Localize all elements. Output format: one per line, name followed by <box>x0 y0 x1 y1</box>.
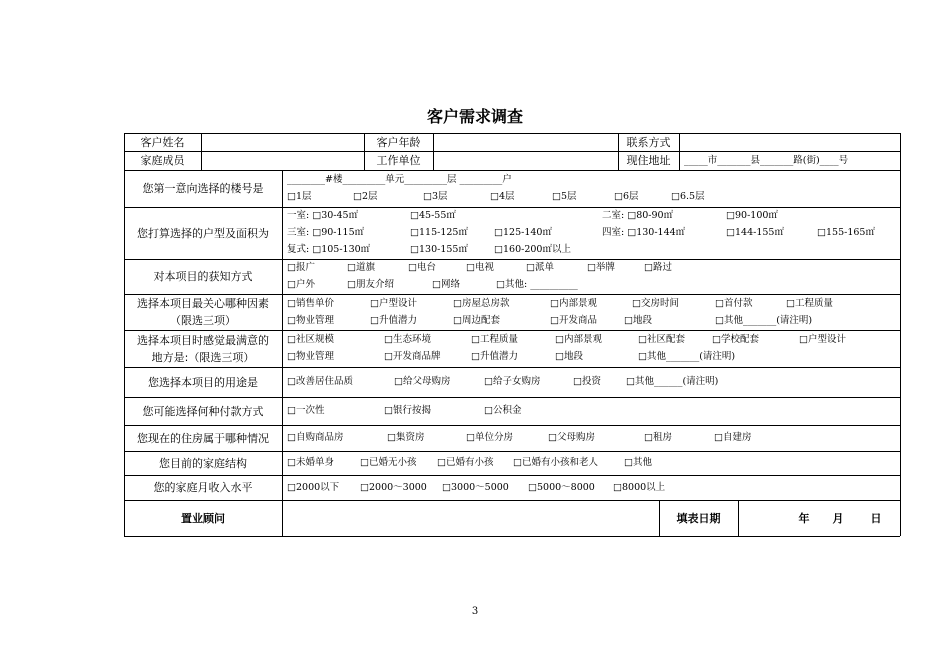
consultant-field[interactable] <box>283 501 658 536</box>
concern-option[interactable]: □销售单价 <box>287 298 334 309</box>
source-option[interactable]: □网络 <box>432 279 460 290</box>
housing-option[interactable]: □自购商品房 <box>287 432 344 443</box>
date-day[interactable]: 日 <box>870 511 882 525</box>
unit-option[interactable]: 四室: □130-144㎡ <box>602 227 686 238</box>
work-unit-field[interactable] <box>434 152 617 170</box>
unit-option[interactable]: □130-155㎡ <box>410 244 468 255</box>
purpose-question: 您选择本项目的用途是 <box>148 375 258 389</box>
payment-option[interactable]: □公积金 <box>484 405 522 416</box>
concern-option[interactable]: □户型设计 <box>370 298 417 309</box>
source-option[interactable]: □举牌 <box>587 262 615 273</box>
source-option[interactable]: □路过 <box>644 262 672 273</box>
satisfied-option[interactable]: □学校配套 <box>712 334 759 345</box>
housing-option[interactable]: □集资房 <box>387 432 425 443</box>
family-members-field[interactable] <box>202 152 363 170</box>
unit-option[interactable]: □125-140㎡ <box>494 227 552 238</box>
floor-number-line[interactable]: ________#楼_________单元_________层 _________户 <box>287 174 512 185</box>
contact-label: 联系方式 <box>626 135 671 149</box>
unit-option[interactable]: 复式: □105-130㎡ <box>287 244 371 255</box>
contact-field[interactable] <box>680 134 899 151</box>
concern-option[interactable]: □内部景观 <box>550 298 597 309</box>
family-option[interactable]: □已婚有小孩 <box>437 457 494 468</box>
source-option[interactable]: □其他: __________ <box>496 279 578 290</box>
work-unit-label: 工作单位 <box>376 154 421 167</box>
concern-option[interactable]: □首付款 <box>715 298 753 309</box>
satisfied-option[interactable]: □社区配套 <box>638 334 685 345</box>
border-bottom <box>124 536 900 537</box>
payment-option[interactable]: □银行按揭 <box>384 405 431 416</box>
income-option[interactable]: □2000以下 <box>287 482 340 493</box>
payment-option[interactable]: □一次性 <box>287 405 325 416</box>
concern-option[interactable]: □升值潜力 <box>370 315 417 326</box>
satisfied-option[interactable]: □升值潜力 <box>471 351 518 362</box>
source-option[interactable]: □道旗 <box>347 262 375 273</box>
source-option[interactable]: □电视 <box>466 262 494 273</box>
housing-option[interactable]: □单位分房 <box>466 432 513 443</box>
satisfied-option[interactable]: □内部景观 <box>555 334 602 345</box>
date-label: 填表日期 <box>676 511 721 525</box>
unit-option[interactable]: □160-200㎡以上 <box>494 244 571 255</box>
unit-option[interactable]: 二室: □80-90㎡ <box>602 210 674 221</box>
concern-option[interactable]: □开发商品 <box>550 315 597 326</box>
source-option[interactable]: □电台 <box>408 262 436 273</box>
customer-age-label: 客户年龄 <box>376 135 421 149</box>
purpose-option[interactable]: □改善居住品质 <box>287 376 353 387</box>
family-option[interactable]: □其他 <box>624 457 652 468</box>
concern-option[interactable]: □地段 <box>624 315 652 326</box>
concern-option[interactable]: □房屋总房款 <box>453 298 510 309</box>
satisfied-option[interactable]: □开发商品牌 <box>384 351 441 362</box>
housing-option[interactable]: □父母购房 <box>548 432 595 443</box>
source-option[interactable]: □报广 <box>287 262 315 273</box>
satisfied-option[interactable]: □其他_______(请注明) <box>638 351 736 362</box>
address-label: 现住地址 <box>626 154 671 167</box>
unit-option[interactable]: □90-100㎡ <box>726 210 778 221</box>
income-option[interactable]: □8000以上 <box>613 482 666 493</box>
unit-option[interactable]: □115-125㎡ <box>410 227 468 238</box>
unit-option[interactable]: □155-165㎡ <box>817 227 875 238</box>
purpose-option[interactable]: □给父母购房 <box>394 376 451 387</box>
satisfied-option[interactable]: □地段 <box>555 351 583 362</box>
housing-option[interactable]: □租房 <box>644 432 672 443</box>
floor-option[interactable]: □6层 <box>614 191 639 202</box>
floor-option[interactable]: □2层 <box>353 191 378 202</box>
border-right <box>900 133 901 536</box>
concern-question-note: （限选三项） <box>170 314 236 327</box>
income-question: 您的家庭月收入水平 <box>153 481 253 494</box>
customer-name-label: 客户姓名 <box>140 135 185 149</box>
purpose-option[interactable]: □投资 <box>573 376 601 387</box>
payment-question: 您可能选择何种付款方式 <box>142 404 264 418</box>
concern-option[interactable]: □其他_______(请注明) <box>715 315 813 326</box>
col-divider <box>282 170 283 536</box>
family-option[interactable]: □未婚单身 <box>287 457 334 468</box>
satisfied-option[interactable]: □社区规模 <box>287 334 334 345</box>
customer-age-field[interactable] <box>434 134 617 151</box>
floor-option[interactable]: □4层 <box>490 191 515 202</box>
concern-question: 选择本项目最关心哪种因素 <box>137 297 269 310</box>
date-month[interactable]: 月 <box>832 511 844 525</box>
income-option[interactable]: □5000～8000 <box>528 482 595 493</box>
unit-option[interactable]: □45-55㎡ <box>410 210 456 221</box>
purpose-option[interactable]: □其他______(请注明) <box>626 376 719 387</box>
source-option[interactable]: □朋友介绍 <box>347 279 394 290</box>
source-option[interactable]: □户外 <box>287 279 315 290</box>
floor-option[interactable]: □3层 <box>423 191 448 202</box>
family-members-label: 家庭成员 <box>140 154 185 167</box>
floor-option[interactable]: □5层 <box>552 191 577 202</box>
family-option[interactable]: □已婚无小孩 <box>360 457 417 468</box>
housing-option[interactable]: □自建房 <box>714 432 752 443</box>
customer-name-field[interactable] <box>202 134 363 151</box>
purpose-option[interactable]: □给子女购房 <box>484 376 541 387</box>
satisfied-question: 选择本项目时感觉最满意的 <box>137 333 269 347</box>
satisfied-option[interactable]: □物业管理 <box>287 351 334 362</box>
concern-option[interactable]: □交房时间 <box>632 298 679 309</box>
floor-question: 您第一意向选择的楼号是 <box>142 182 264 195</box>
unit-type-question: 您打算选择的户型及面积为 <box>137 226 269 240</box>
col-divider <box>738 500 739 536</box>
unit-option[interactable]: 一室: □30-45㎡ <box>287 210 359 221</box>
satisfied-option[interactable]: □户型设计 <box>799 334 846 345</box>
address-field[interactable]: _____市_______县_______路(街)____号 <box>684 155 849 166</box>
floor-option[interactable]: □1层 <box>287 191 312 202</box>
income-option[interactable]: □2000～3000 <box>360 482 427 493</box>
floor-option[interactable]: □6.5层 <box>671 191 705 202</box>
housing-question: 您现在的住房属于哪种情况 <box>137 431 269 445</box>
family-option[interactable]: □已婚有小孩和老人 <box>513 457 598 468</box>
source-question: 对本项目的获知方式 <box>153 270 253 283</box>
family-structure-question: 您目前的家庭结构 <box>159 456 247 470</box>
page-number: 3 <box>471 606 479 617</box>
unit-option[interactable]: 三室: □90-115㎡ <box>287 227 365 238</box>
concern-option[interactable]: □工程质量 <box>786 298 833 309</box>
satisfied-option[interactable]: □生态环境 <box>384 334 431 345</box>
survey-form <box>124 133 900 536</box>
concern-option[interactable]: □物业管理 <box>287 315 334 326</box>
satisfied-option[interactable]: □工程质量 <box>471 334 518 345</box>
income-option[interactable]: □3000～5000 <box>442 482 509 493</box>
satisfied-question-note: 地方是:（限选三项） <box>151 350 255 364</box>
consultant-label: 置业顾问 <box>181 511 225 525</box>
unit-option[interactable]: □144-155㎡ <box>726 227 784 238</box>
page-title: 客户需求调查 <box>426 107 523 126</box>
source-option[interactable]: □派单 <box>526 262 554 273</box>
date-year[interactable]: 年 <box>798 511 810 525</box>
concern-option[interactable]: □周边配套 <box>453 315 500 326</box>
